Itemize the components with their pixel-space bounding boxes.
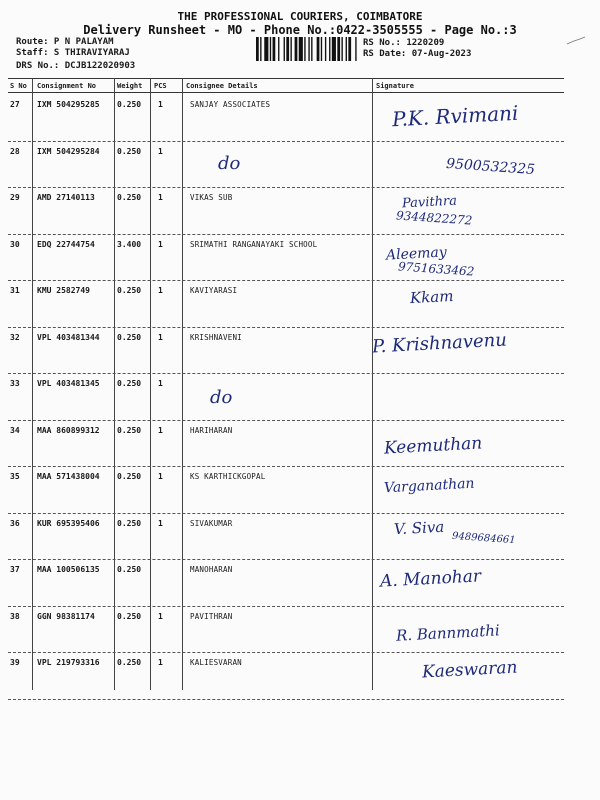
table-row xyxy=(0,189,600,235)
consignment-cell: MAA 860899312 xyxy=(37,425,100,435)
col-consignee: Consignee Details xyxy=(186,82,258,90)
signature-handwriting: Kkam xyxy=(409,286,454,308)
row-divider xyxy=(8,513,564,514)
consignment-cell: KUR 695395406 xyxy=(37,518,100,528)
row-divider xyxy=(8,280,564,281)
consignee-cell: KALIESVARAN xyxy=(190,658,242,667)
sno-cell: 27 xyxy=(10,100,20,109)
pcs-cell: 1 xyxy=(158,286,163,295)
barcode-bar xyxy=(295,37,298,61)
table-row xyxy=(0,515,600,561)
row-divider xyxy=(8,141,564,142)
pcs-cell: 1 xyxy=(158,518,163,528)
col-pcs: PCS xyxy=(154,82,167,90)
consignment-cell: MAA 100506135 xyxy=(37,565,100,574)
sno-cell: 39 xyxy=(10,658,20,667)
row-divider xyxy=(8,606,564,607)
barcode-bar xyxy=(332,37,336,61)
barcode-bar xyxy=(317,37,320,61)
sno-cell: 29 xyxy=(10,193,20,202)
consignment-cell: MAA 571438004 xyxy=(37,472,100,481)
pcs-cell: 1 xyxy=(158,193,163,202)
table-row xyxy=(0,329,600,375)
table-row xyxy=(0,236,600,282)
table-row xyxy=(0,654,600,700)
barcode-bar xyxy=(273,37,276,61)
pcs-cell: 1 xyxy=(158,239,163,249)
signature-handwriting: P. Krishnavenu xyxy=(371,328,508,358)
weight-cell: 0.250 xyxy=(117,611,142,621)
consignee-cell: HARIHARAN xyxy=(190,425,233,435)
signature-handwriting: Varganathan xyxy=(383,475,475,497)
col-signature: Signature xyxy=(376,82,414,90)
consignee-cell: VIKAS SUB xyxy=(190,193,233,202)
row-divider xyxy=(8,327,564,328)
signature-phone-note: 9489684661 xyxy=(451,530,516,546)
barcode-bar xyxy=(264,37,268,61)
barcode xyxy=(256,37,358,61)
table-row xyxy=(0,375,600,421)
row-divider xyxy=(8,373,564,374)
signature-handwriting: Kaeswaran xyxy=(421,657,518,683)
barcode-bar xyxy=(260,37,261,61)
staff-label: Staff: S THIRAVIYARAJ xyxy=(16,48,130,58)
barcode-bar xyxy=(308,37,309,61)
barcode-bar xyxy=(286,37,289,61)
consignment-cell: VPL 403481345 xyxy=(37,379,100,388)
consignee-cell: KS KARTHICKGOPAL xyxy=(190,472,266,481)
table-row xyxy=(0,468,600,514)
consignee-cell: SIVAKUMAR xyxy=(190,518,233,528)
weight-cell: 0.250 xyxy=(117,379,142,388)
sno-cell: 37 xyxy=(10,565,20,574)
sno-cell: 32 xyxy=(10,332,20,342)
table-row xyxy=(0,608,600,654)
ditto-mark: do xyxy=(210,387,233,408)
consignment-cell: EDQ 22744754 xyxy=(37,239,95,249)
barcode-bar xyxy=(329,37,330,61)
table-row xyxy=(0,561,600,607)
consignee-cell: PAVITHRAN xyxy=(190,611,233,621)
pcs-cell: 1 xyxy=(158,332,163,342)
consignee-cell: SRIMATHI RANGANAYAKI SCHOOL xyxy=(190,239,318,249)
sno-cell: 33 xyxy=(10,379,20,388)
consignment-cell: IXM 504295284 xyxy=(37,146,100,156)
rs-date: RS Date: 07-Aug-2023 xyxy=(363,49,472,59)
signature-phone-note: 9344822272 xyxy=(395,208,473,228)
weight-cell: 0.250 xyxy=(117,100,142,109)
signature-handwriting: Pavithra xyxy=(401,193,458,212)
consignment-cell: VPL 219793316 xyxy=(37,658,100,667)
barcode-bar xyxy=(337,37,340,61)
table-row xyxy=(0,282,600,328)
pcs-cell: 1 xyxy=(158,425,163,435)
barcode-bar xyxy=(355,37,356,61)
sno-cell: 34 xyxy=(10,425,20,435)
barcode-bar xyxy=(290,37,291,61)
barcode-bar xyxy=(311,37,312,61)
sno-cell: 31 xyxy=(10,286,20,295)
barcode-bar xyxy=(321,37,322,61)
barcode-bar xyxy=(256,37,259,61)
barcode-bar xyxy=(304,37,305,61)
barcode-bar xyxy=(278,37,279,61)
sno-cell: 36 xyxy=(10,518,20,528)
barcode-bar xyxy=(348,37,351,61)
row-divider xyxy=(8,187,564,188)
signature-phone-note: 9751633462 xyxy=(397,258,475,279)
col-sno: S No xyxy=(10,82,27,90)
pcs-cell: 1 xyxy=(158,611,163,621)
col-consignment: Consignment No xyxy=(37,82,97,90)
barcode-bar xyxy=(284,37,285,61)
weight-cell: 3.400 xyxy=(117,239,142,249)
barcode-bar xyxy=(299,37,303,61)
barcode-bar xyxy=(325,37,326,61)
signature-handwriting: P.K. Rvimani xyxy=(391,100,519,132)
consignee-cell: KRISHNAVENI xyxy=(190,332,242,342)
sno-cell: 30 xyxy=(10,239,20,249)
drs-number: DRS No.: DCJB122020903 xyxy=(16,61,136,71)
consignment-cell: AMD 27140113 xyxy=(37,193,95,202)
weight-cell: 0.250 xyxy=(117,518,142,528)
consignee-cell: MANOHARAN xyxy=(190,565,233,574)
signature-phone-note: 9500532325 xyxy=(445,155,536,178)
row-divider xyxy=(8,234,564,235)
row-divider xyxy=(8,420,564,421)
pcs-cell: 1 xyxy=(158,146,163,156)
pcs-cell: 1 xyxy=(158,472,163,481)
pcs-cell: 1 xyxy=(158,100,163,109)
pcs-cell: 1 xyxy=(158,379,163,388)
sno-cell: 35 xyxy=(10,472,20,481)
pen-tick-mark xyxy=(566,36,586,46)
weight-cell: 0.250 xyxy=(117,193,142,202)
consignee-cell: KAVIYARASI xyxy=(190,286,238,295)
signature-handwriting: R. Bannmathi xyxy=(395,620,501,645)
route-label: Route: P N PALAYAM xyxy=(16,37,114,47)
pcs-cell: 1 xyxy=(158,658,163,667)
weight-cell: 0.250 xyxy=(117,565,142,574)
signature-handwriting: Keemuthan xyxy=(383,432,483,459)
sno-cell: 28 xyxy=(10,146,20,156)
row-divider xyxy=(8,559,564,560)
signature-handwriting: V. Siva xyxy=(393,517,445,538)
weight-cell: 0.250 xyxy=(117,472,142,481)
consignee-cell: SANJAY ASSOCIATES xyxy=(190,100,271,109)
weight-cell: 0.250 xyxy=(117,146,142,156)
weight-cell: 0.250 xyxy=(117,425,142,435)
barcode-bar xyxy=(270,37,271,61)
weight-cell: 0.250 xyxy=(117,658,142,667)
row-divider xyxy=(8,652,564,653)
row-divider xyxy=(8,699,564,700)
sno-cell: 38 xyxy=(10,611,20,621)
barcode-bar xyxy=(341,37,342,61)
runsheet-subtitle: Delivery Runsheet - MO - Phone No.:0422-3505555 - Page No.:3 xyxy=(83,23,517,37)
table-row xyxy=(0,96,600,142)
signature-handwriting: A. Manohar xyxy=(379,566,482,592)
consignment-cell: GGN 98381174 xyxy=(37,611,95,621)
consignment-cell: IXM 504295285 xyxy=(37,100,100,109)
consignment-cell: KMU 2582749 xyxy=(37,286,90,295)
table-header-rule xyxy=(8,92,564,93)
consignment-cell: VPL 403481344 xyxy=(37,332,100,342)
table-row xyxy=(0,143,600,189)
table-row xyxy=(0,422,600,468)
weight-cell: 0.250 xyxy=(117,332,142,342)
signature-handwriting: Aleemay xyxy=(385,243,448,264)
barcode-bar xyxy=(346,37,347,61)
table-top-rule xyxy=(8,78,564,79)
col-weight: Weight xyxy=(117,82,143,90)
ditto-mark: do xyxy=(218,152,241,174)
company-title: THE PROFESSIONAL COURIERS, COIMBATORE xyxy=(177,10,423,23)
row-divider xyxy=(8,466,564,467)
rs-number: RS No.: 1220209 xyxy=(363,38,445,48)
weight-cell: 0.250 xyxy=(117,286,142,295)
